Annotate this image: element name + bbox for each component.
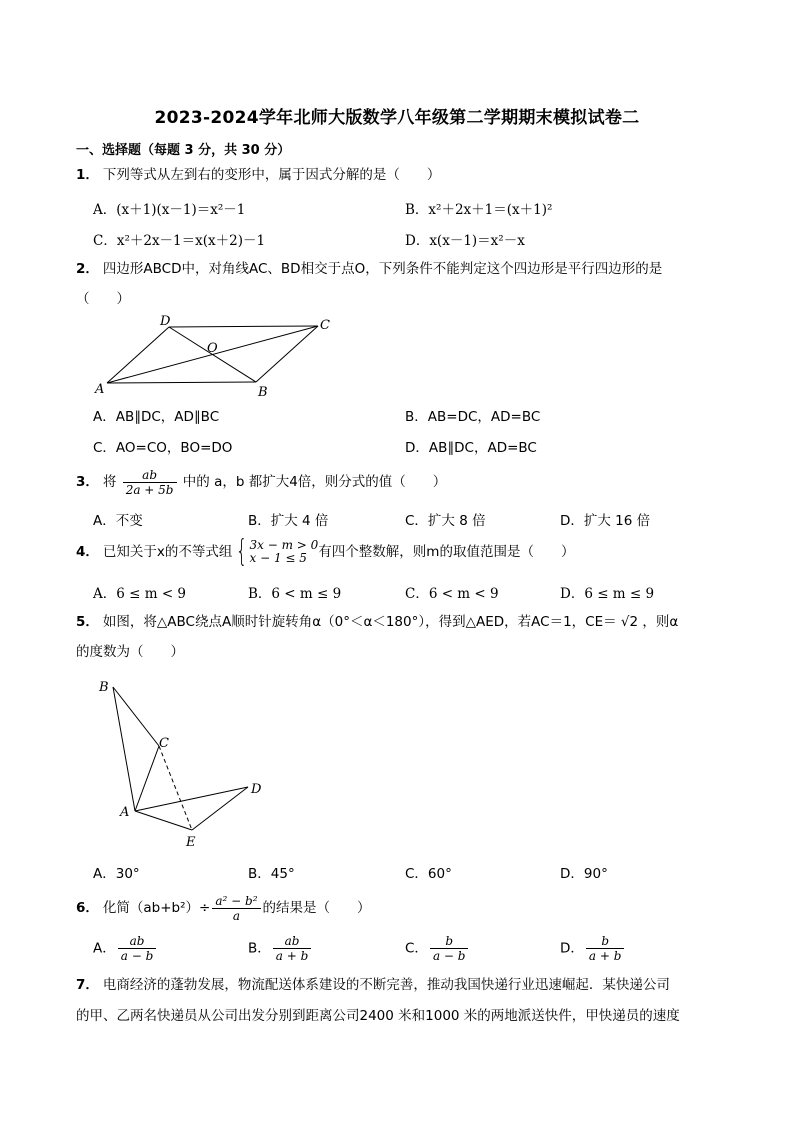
question-3 [76,467,446,497]
vertex-label-b: B [258,385,268,400]
question-stem-pre: 已知关于x的不等式组 [102,544,233,560]
fraction: $\frac{ab}{2a + 5b}$ [123,468,177,497]
option-b: B． $\frac{ab}{a + b}$ [248,934,313,963]
vertex-label-b: B [99,680,109,695]
question-stem-post: 中的 a，b 都扩大4倍，则分式的值（ ） [182,474,447,490]
option-c: C．60° [405,866,452,882]
inequality-system: 3x − m > 0 x − 1 ≤ 5 [249,538,319,565]
option-b: B．45° [248,866,295,882]
question-stem: 如图，将△ABC绕点A顺时针旋转角α（0°＜α＜180°），得到△AED，若AC＝1，CE＝ √2 ，则α [102,614,679,630]
question-2 [76,259,662,279]
question-number: 4． [76,544,99,560]
question-stem: 电商经济的蓬勃发展，物流配送体系建设的不断完善，推动我国快递行业迅速崛起．某快递公司 [102,977,670,993]
section-heading: 一、选择题（每题 3 分，共 30 分） [76,143,291,158]
page-title: 2023-2024学年北师大版数学八年级第二学期期末模拟试卷二 [154,108,640,128]
question-4 [76,534,575,569]
question-1 [76,165,440,185]
option-a: A． $\frac{ab}{a - b}$ [93,934,158,963]
question-2-bracket: （ ） [76,291,130,307]
option-c: C．AO=CO，BO=DO [93,440,233,456]
question-5 [76,612,678,632]
question-number: 3． [76,474,99,490]
option-b: B．x²＋2x＋1＝(x＋1)² [405,202,553,218]
question-5-line2: 的度数为（ ） [76,644,184,660]
vertex-label-a: A [95,382,105,397]
rotation-figure [95,675,275,855]
question-number: 7． [76,977,99,993]
question-number: 5． [76,614,99,630]
option-d: D．AB∥DC，AD=BC [405,440,537,456]
vertex-label-a: A [120,805,130,820]
option-a: A．30° [93,866,140,882]
vertex-label-c: C [159,736,169,751]
option-c: C．扩大 8 倍 [405,513,486,529]
question-stem-post: 有四个整数解，则m的取值范围是（ ） [318,544,575,560]
parallelogram-figure [90,310,350,405]
option-d: D．x(x－1)＝x²－x [405,233,525,249]
fraction: $\frac{\text{a² − b²}}{a}$ [212,894,260,923]
option-a: A．不变 [93,513,143,529]
option-d: D．6 ≤ m ≤ 9 [560,586,655,602]
vertex-label-d: D [251,782,262,797]
question-7 [76,975,670,995]
question-stem-pre: 化简（ab+b²）÷ [102,900,211,916]
option-d: D． $\frac{b}{a + b}$ [560,934,626,963]
question-number: 2． [76,261,99,277]
option-a: A．AB∥DC，AD∥BC [93,409,220,425]
option-c: C．x²＋2x－1＝x(x＋2)－1 [93,233,266,249]
option-c: C． $\frac{b}{a - b}$ [405,934,470,963]
question-6 [76,893,371,923]
option-b: B．扩大 4 倍 [248,513,329,529]
question-stem-pre: 将 [102,474,117,490]
question-number: 1． [76,167,99,183]
question-stem-post: 的结果是（ ） [262,900,371,916]
option-d: D．扩大 16 倍 [560,513,651,529]
vertex-label-e: E [186,835,196,850]
option-a: A．6 ≤ m < 9 [93,586,187,602]
option-b: B．6 < m ≤ 9 [248,586,342,602]
question-7-line2: 的甲、乙两名快递员从公司出发分别到距离公司2400 米和1000 米的两地派送快件，甲快递员的速度 [76,1008,680,1024]
question-stem: 下列等式从左到右的变形中，属于因式分解的是（ ） [102,167,441,183]
point-label-o: O [207,341,218,356]
vertex-label-c: C [320,318,330,333]
question-stem: 四边形ABCD中，对角线AC、BD相交于点O，下列条件不能判定这个四边形是平行四边形的是 [102,261,663,277]
brace-symbol: { [236,534,248,569]
option-a: A．(x＋1)(x－1)＝x²－1 [93,202,246,218]
option-c: C．6 < m < 9 [405,586,499,602]
option-b: B．AB=DC，AD=BC [405,409,541,425]
option-d: D．90° [560,866,608,882]
question-number: 6． [76,900,99,916]
vertex-label-d: D [160,314,171,329]
